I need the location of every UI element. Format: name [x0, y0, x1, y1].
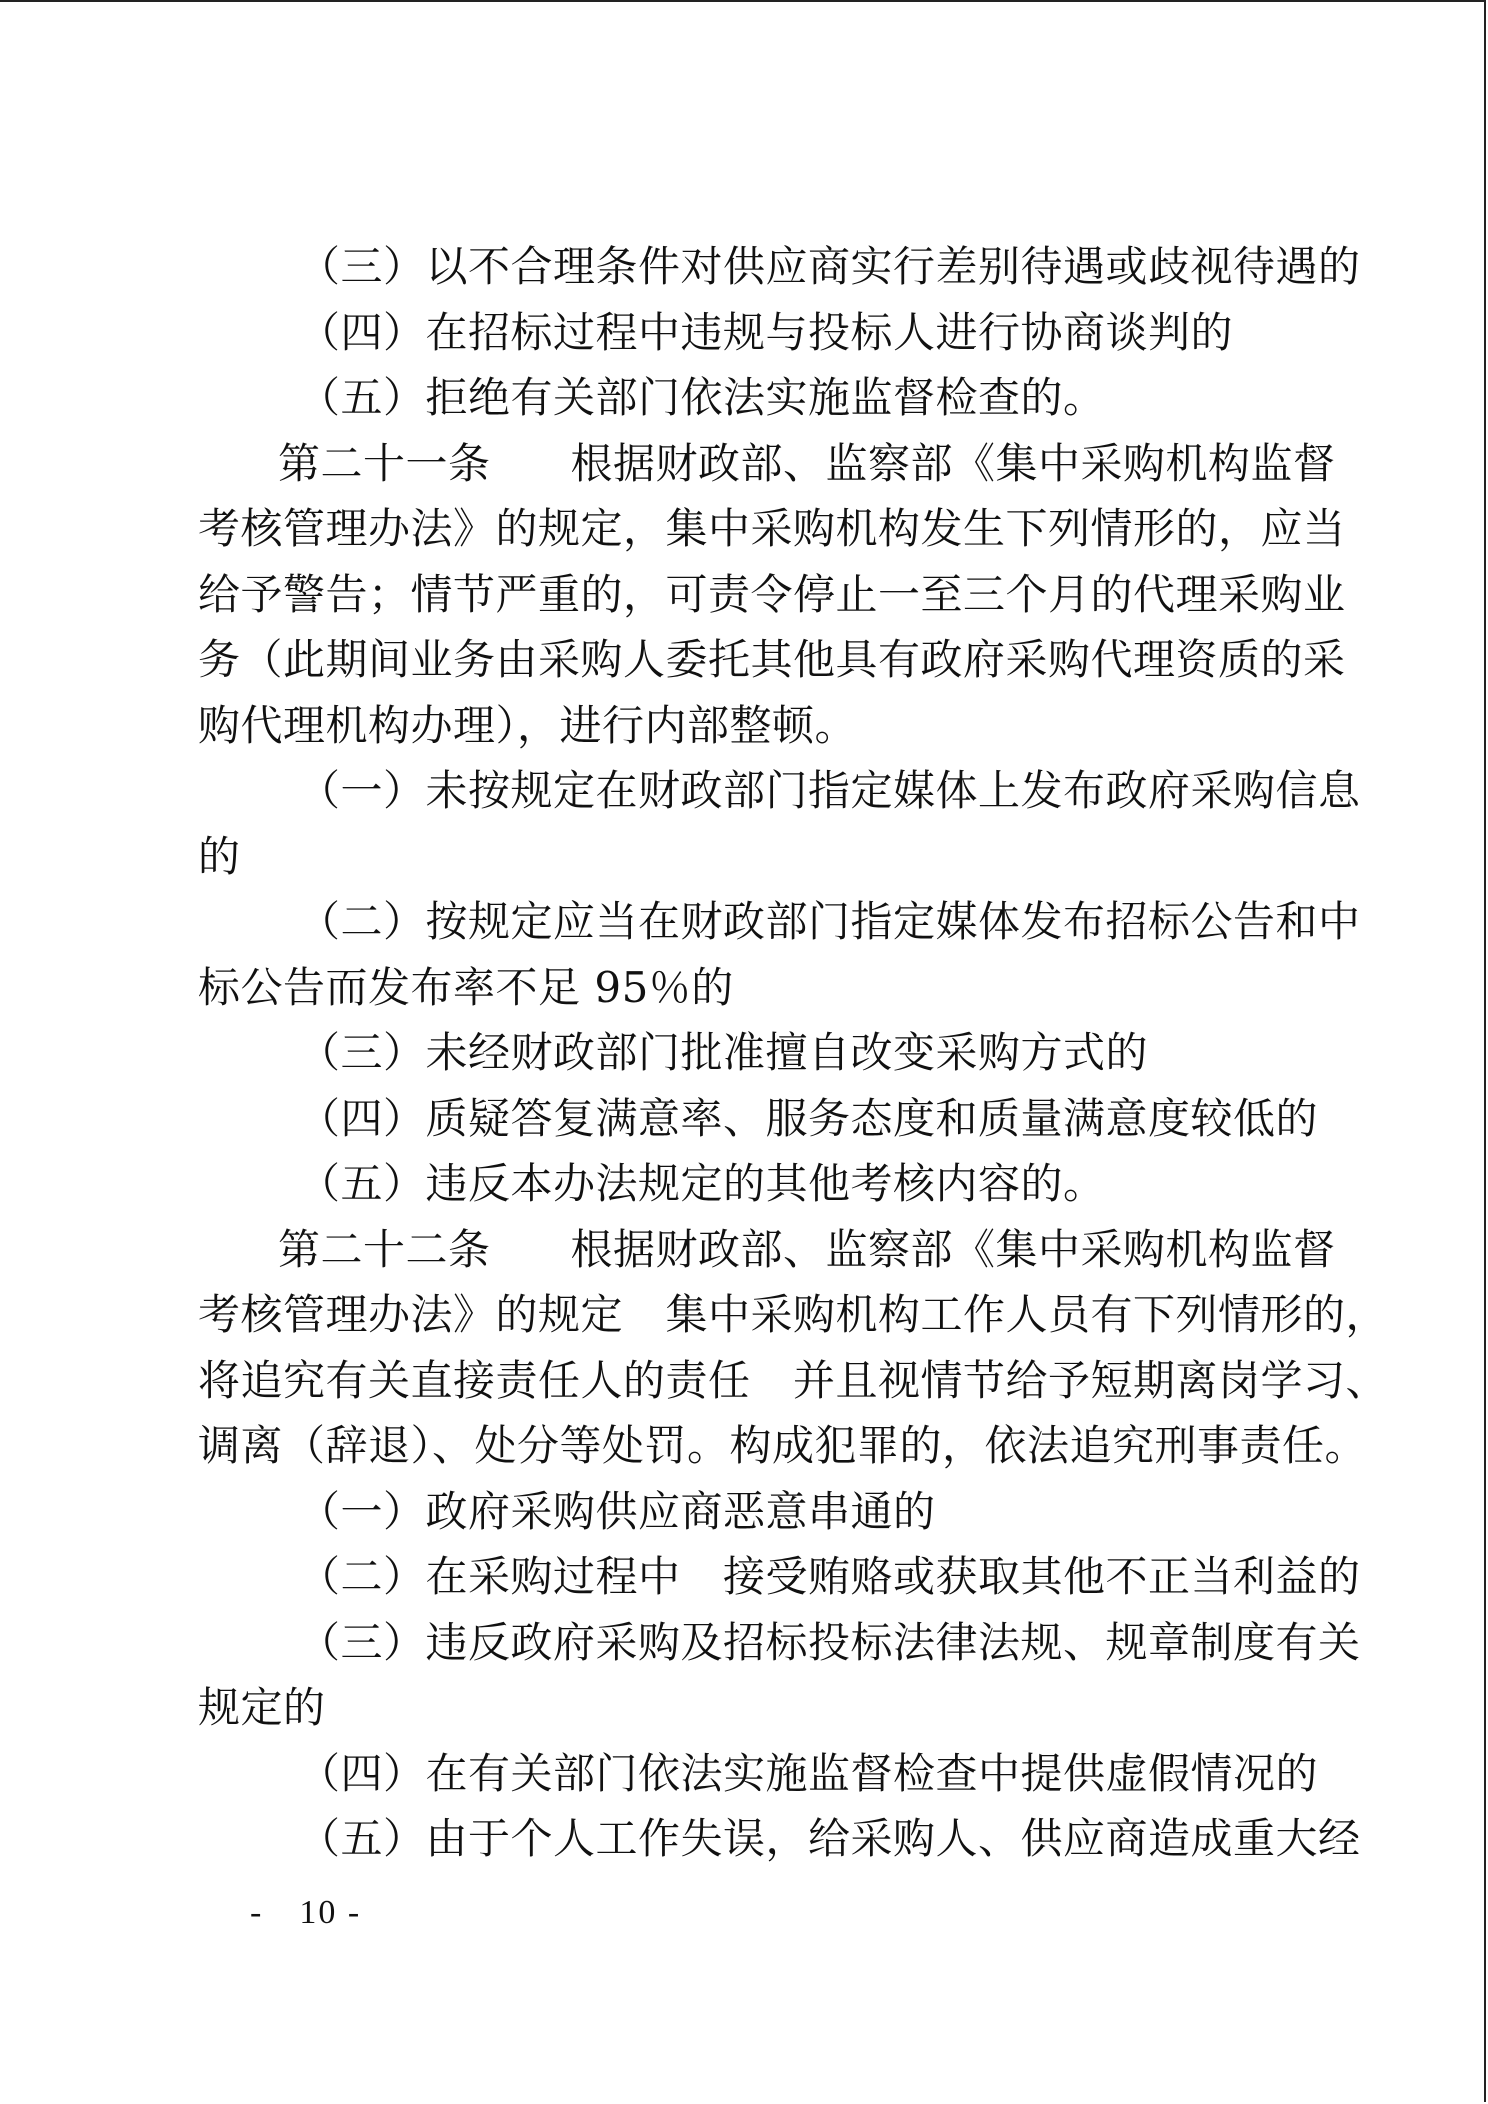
clause-line: （一）政府采购供应商恶意串通的	[298, 1486, 936, 1536]
article-number: 第二十二条	[278, 1224, 491, 1274]
paragraph-line: 规定的	[198, 1683, 326, 1732]
clause-line: （四）在招标过程中违规与投标人进行协商谈判的	[298, 307, 1234, 357]
clause-line: （一）未按规定在财政部门指定媒体上发布政府采购信息	[298, 766, 1361, 815]
paragraph-line: 考核管理办法》的规定 集中采购机构工作人员有下列情形的，	[198, 1290, 1389, 1339]
paragraph-line: 务（此期间业务由采购人委托其他具有政府采购代理资质的采	[198, 635, 1346, 684]
paragraph-line: 标公告而发布率不足 95％的	[198, 962, 734, 1012]
article-number: 第二十一条	[278, 438, 491, 488]
clause-line: （四）质疑答复满意率、服务态度和质量满意度较低的	[298, 1093, 1319, 1143]
article-text: 根据财政部、监察部《集中采购机构监督	[570, 1224, 1336, 1274]
paragraph-line: 购代理机构办理），进行内部整顿。	[198, 700, 858, 750]
clause-line: （三）违反政府采购及招标投标法律法规、规章制度有关	[298, 1617, 1361, 1667]
article-22-heading	[198, 1217, 1336, 1283]
clause-line: （四）在有关部门依法实施监督检查中提供虚假情况的	[298, 1748, 1319, 1798]
paragraph-line: 考核管理办法》的规定，集中采购机构发生下列情形的，应当	[198, 504, 1346, 553]
paragraph-line: 将追究有关直接责任人的责任 并且视情节给予短期离岗学习、	[198, 1355, 1389, 1405]
clause-line: （五）违反本办法规定的其他考核内容的。	[298, 1159, 1106, 1208]
paragraph-line: 给予警告；情节严重的，可责令停止一至三个月的代理采购业	[198, 569, 1346, 619]
article-21-heading	[198, 431, 1336, 497]
clause-line: （二）按规定应当在财政部门指定媒体发布招标公告和中	[298, 897, 1361, 946]
clause-line: （二）在采购过程中 接受贿赂或获取其他不正当利益的	[298, 1552, 1361, 1601]
clause-line: （五）由于个人工作失误，给采购人、供应商造成重大经	[298, 1814, 1361, 1863]
clause-line: （五）拒绝有关部门依法实施监督检查的。	[298, 373, 1106, 422]
article-text: 根据财政部、监察部《集中采购机构监督	[570, 438, 1336, 488]
clause-line: （三）以不合理条件对供应商实行差别待遇或歧视待遇的	[298, 242, 1361, 291]
page-number: - 10 -	[250, 1894, 362, 1931]
paragraph-line: 调离（辞退）、处分等处罚。构成犯罪的，依法追究刑事责任。	[198, 1421, 1368, 1470]
clause-line: （三）未经财政部门批准擅自改变采购方式的	[298, 1028, 1149, 1077]
document-body	[198, 234, 1389, 1872]
paragraph-line: 的	[198, 831, 241, 881]
